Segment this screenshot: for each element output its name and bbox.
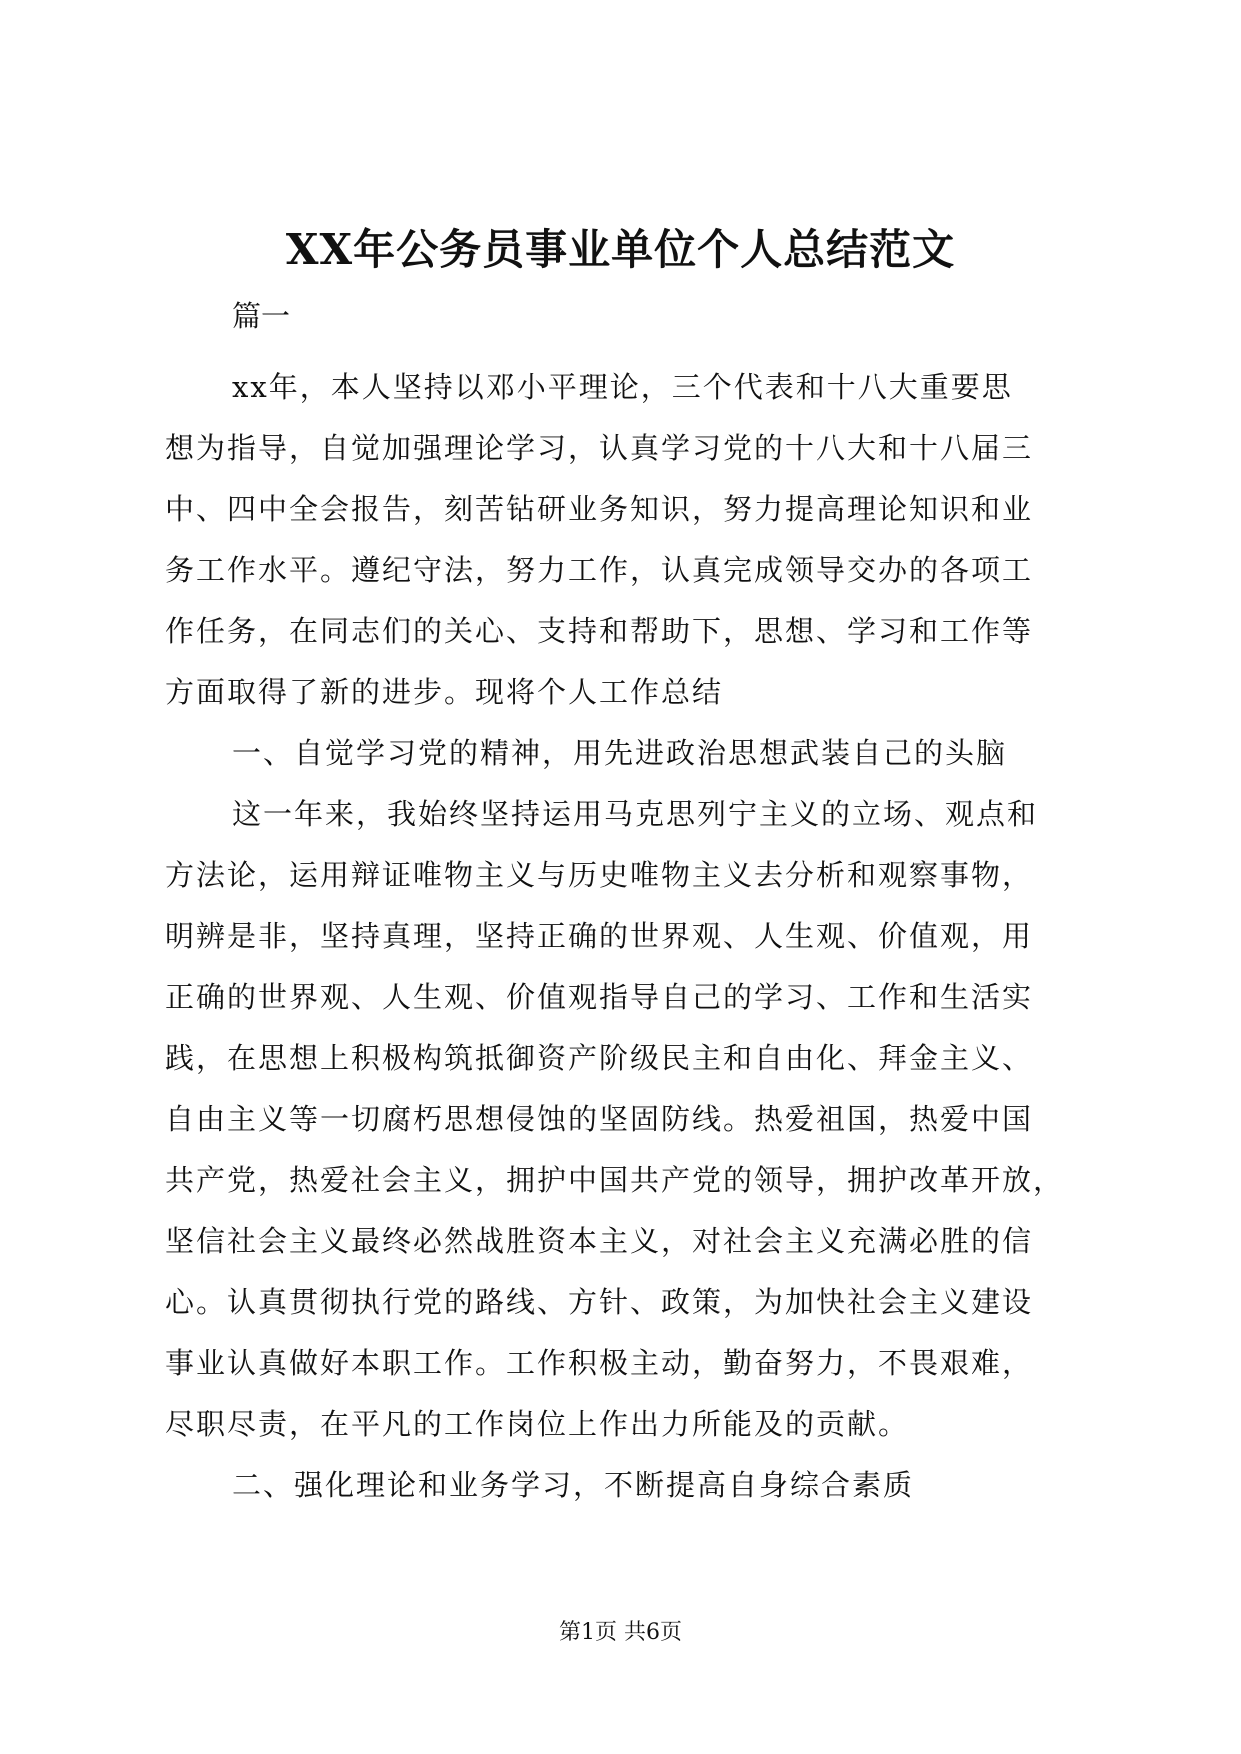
text-line: 二、强化理论和业务学习，不断提高自身综合素质 [232,1468,915,1502]
text-line: 正确的世界观、人生观、价值观指导自己的学习、工作和生活实 [165,980,1034,1014]
text-line: 事业认真做好本职工作。工作积极主动，勤奋努力，不畏艰难， [165,1346,1034,1380]
text-line: xx年，本人坚持以邓小平理论，三个代表和十八大重要思 [232,370,1013,404]
text-line: 共产党，热爱社会主义，拥护中国共产党的领导，拥护改革开放， [165,1163,1065,1197]
text-line: 尽职尽责，在平凡的工作岗位上作出力所能及的贡献。 [165,1407,910,1441]
text-line: 方面取得了新的进步。现将个人工作总结 [165,675,724,709]
document-title: XX年公务员事业单位个人总结范文 [285,225,956,274]
section-label: 篇一 [232,299,291,333]
text-line: 践，在思想上积极构筑抵御资产阶级民主和自由化、拜金主义、 [165,1041,1034,1075]
text-line: 明辨是非，坚持真理，坚持正确的世界观、人生观、价值观，用 [165,919,1034,953]
text-line: 方法论，运用辩证唯物主义与历史唯物主义去分析和观察事物， [165,858,1034,892]
text-line: 中、四中全会报告，刻苦钻研业务知识，努力提高理论知识和业 [165,492,1034,526]
text-line: 务工作水平。遵纪守法，努力工作，认真完成领导交办的各项工 [165,553,1034,587]
text-line: 心。认真贯彻执行党的路线、方针、政策，为加快社会主义建设 [165,1285,1034,1319]
text-line: 想为指导，自觉加强理论学习，认真学习党的十八大和十八届三 [165,431,1034,465]
text-line: 作任务，在同志们的关心、支持和帮助下，思想、学习和工作等 [165,614,1034,648]
page-footer: 第1页 共6页 [559,1620,682,1645]
text-line: 这一年来，我始终坚持运用马克思列宁主义的立场、观点和 [232,797,1039,831]
text-line: 自由主义等一切腐朽思想侵蚀的坚固防线。热爱祖国，热爱中国 [165,1102,1034,1136]
document-body [165,357,1085,1516]
text-line: 一、自觉学习党的精神，用先进政治思想武装自己的头脑 [232,736,1008,770]
text-line: 坚信社会主义最终必然战胜资本主义，对社会主义充满必胜的信 [165,1224,1034,1258]
